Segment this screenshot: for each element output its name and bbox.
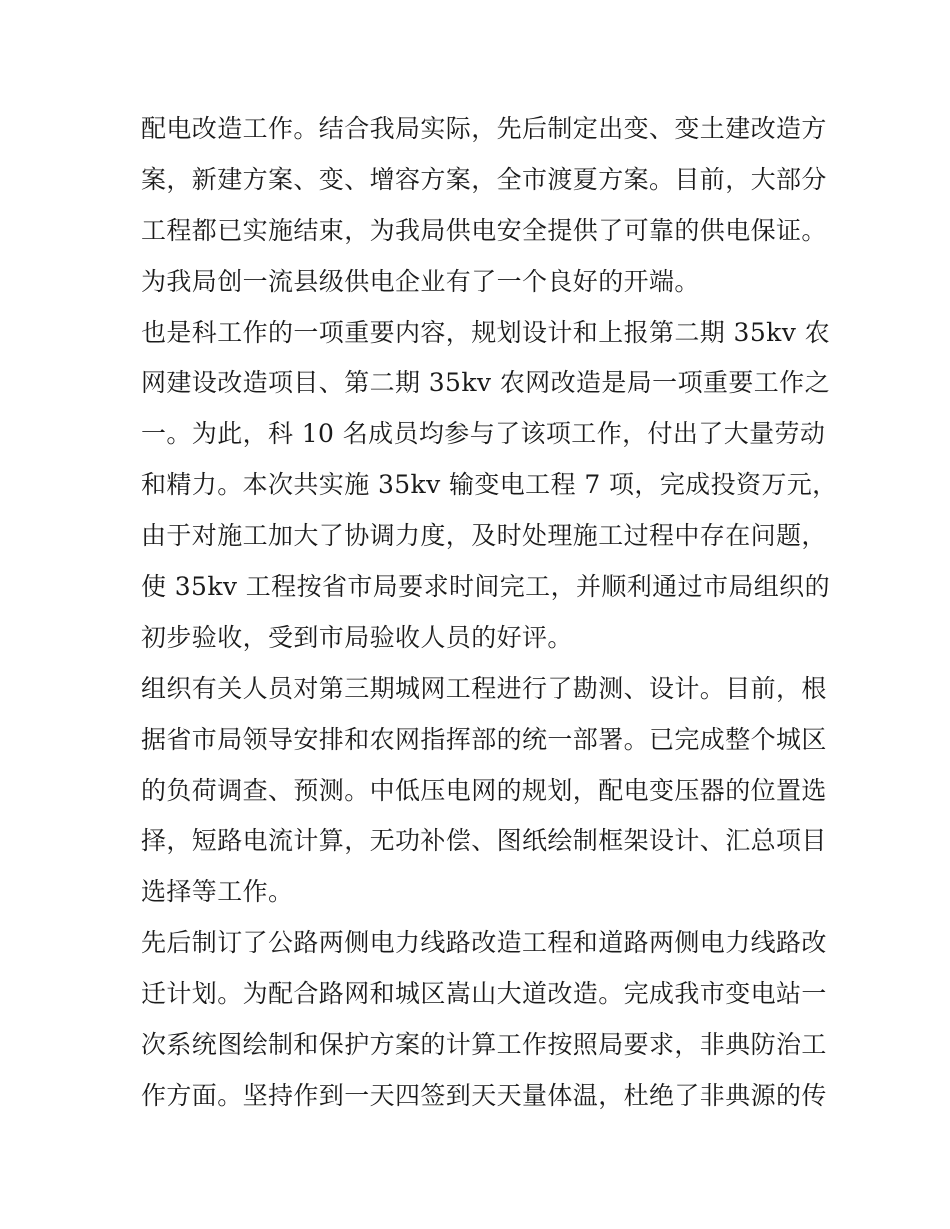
text-line: 也是科工作的一项重要内容，规划设计和上报第二期 35kv 农 xyxy=(141,317,830,347)
text-line: 选择等工作。 xyxy=(141,877,294,907)
document-body xyxy=(141,104,838,1122)
text-line: 组织有关人员对第三期城网工程进行了勘测、设计。目前，根 xyxy=(141,673,827,703)
text-line: 初步验收，受到市局验收人员的好评。 xyxy=(141,622,573,652)
text-line: 的负荷调查、预测。中低压电网的规划，配电变压器的位置选 xyxy=(141,775,827,805)
paragraph-2 xyxy=(141,308,838,664)
text-line: 一。为此，科 10 名成员均参与了该项工作，付出了大量劳动 xyxy=(141,419,826,449)
paragraph-4 xyxy=(141,918,827,1122)
text-line: 择，短路电流计算，无功补偿、图纸绘制框架设计、汇总项目 xyxy=(141,826,827,856)
text-line: 作方面。坚持作到一天四签到天天量体温，杜绝了非典源的传 xyxy=(141,1080,827,1110)
text-line: 使 35kv 工程按省市局要求时间完工，并顺利通过市局组织的 xyxy=(141,572,830,602)
paragraph-3 xyxy=(141,664,827,918)
text-line: 次系统图绘制和保护方案的计算工作按照局要求，非典防治工 xyxy=(141,1030,827,1060)
text-line: 为我局创一流县级供电企业有了一个良好的开端。 xyxy=(141,266,700,296)
text-line: 由于对施工加大了协调力度，及时处理施工过程中存在问题， xyxy=(141,521,827,551)
text-line: 网建设改造项目、第二期 35kv 农网改造是局一项重要工作之 xyxy=(141,368,830,398)
paragraph-1 xyxy=(141,104,827,308)
text-line: 案，新建方案、变、增容方案，全市渡夏方案。目前，大部分 xyxy=(141,164,827,194)
text-line: 据省市局领导安排和农网指挥部的统一部署。已完成整个城区 xyxy=(141,724,827,754)
text-line: 工程都已实施结束，为我局供电安全提供了可靠的供电保证。 xyxy=(141,215,827,245)
text-line: 迁计划。为配合路网和城区嵩山大道改造。完成我市变电站一 xyxy=(141,979,827,1009)
text-line: 先后制订了公路两侧电力线路改造工程和道路两侧电力线路改 xyxy=(141,928,827,958)
text-line: 配电改造工作。结合我局实际，先后制定出变、变土建改造方 xyxy=(141,114,827,143)
text-line: 和精力。本次共实施 35kv 输变电工程 7 项，完成投资万元， xyxy=(141,470,838,500)
